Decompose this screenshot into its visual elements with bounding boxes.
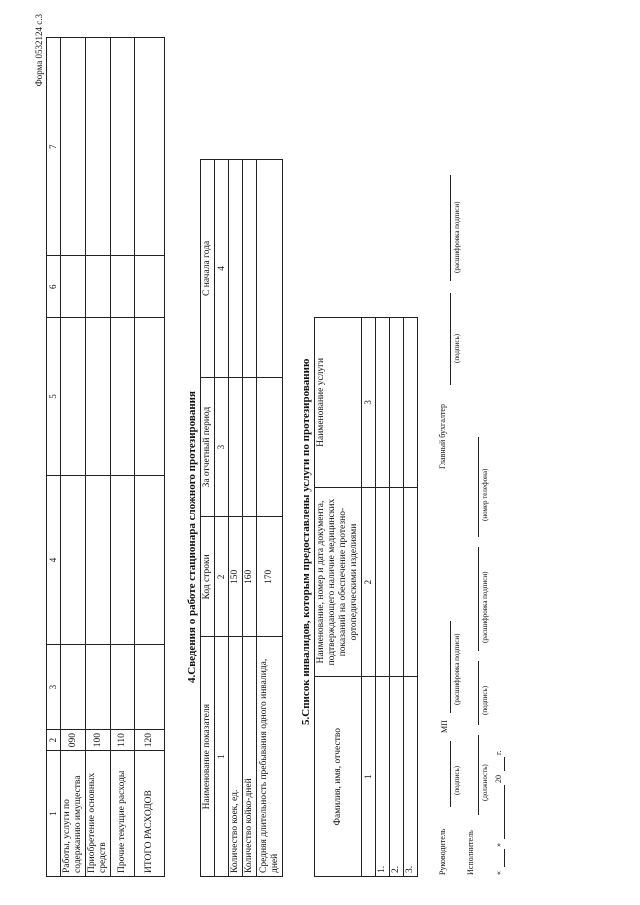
col-num: 4: [47, 475, 61, 644]
row-label: 3.: [404, 677, 418, 877]
row-code: 090: [61, 729, 86, 750]
disabled-persons-table: [314, 317, 418, 877]
date-year-line: [504, 757, 505, 771]
col-header: Код строки: [201, 517, 215, 637]
executor-sign-line: [478, 661, 479, 725]
col-num: 3: [47, 645, 61, 730]
cell: [404, 487, 418, 677]
row-label: 2.: [390, 677, 404, 877]
col-num: 2: [215, 517, 229, 637]
col-num: 1: [362, 677, 376, 877]
cell: [86, 256, 111, 318]
date-year-suffix: г.: [494, 750, 503, 755]
col-num: 3: [215, 377, 229, 517]
col-num: 5: [47, 318, 61, 476]
row-code: 170: [257, 517, 283, 637]
cell: [111, 256, 135, 318]
cell: [243, 377, 257, 517]
col-header: Фамилия, имя, отчество: [315, 677, 362, 877]
stamp-mark: МП: [440, 720, 449, 733]
sign-caption: (подпись): [453, 765, 461, 795]
row-label: ИТОГО РАСХОДОВ: [135, 751, 165, 877]
table-row: [257, 160, 283, 877]
cell: [376, 318, 390, 488]
cell: [111, 475, 135, 644]
table-row: [243, 160, 257, 877]
section4-title: 4.Сведения о работе стационара сложного протезирования: [186, 391, 198, 683]
cell: [135, 38, 165, 256]
cell: [61, 256, 86, 318]
col-header: С начала года: [201, 160, 215, 378]
cell: [135, 318, 165, 476]
head-decode-line: [450, 621, 451, 713]
row-label: 1.: [376, 677, 390, 877]
cell: [135, 256, 165, 318]
col-num: 7: [47, 38, 61, 256]
cell: [376, 487, 390, 677]
table-row: [229, 160, 243, 877]
executor-position-line: [478, 735, 479, 815]
table-row: [61, 38, 86, 877]
row-label: Работы, услуги по содержанию имущества: [61, 751, 86, 877]
section5-block: [314, 317, 418, 877]
col-header: За отчетный период: [201, 377, 215, 517]
cell: [135, 475, 165, 644]
cell: [135, 645, 165, 730]
col-header: Наименование, номер и дата документа, подтверждающего наличие медицинских показаний на обеспечение протезно-ортопедическими изделиями: [315, 487, 362, 677]
col-num: 6: [47, 256, 61, 318]
chief-decode-line: [450, 175, 451, 281]
decode-caption: (расшифровка подписи): [453, 633, 461, 705]
executor-label: Исполнитель: [466, 830, 475, 875]
persons-header-row: [315, 318, 362, 877]
form-number: Форма 0532124 с.3: [34, 14, 44, 87]
expenses-table: [46, 37, 165, 877]
row-label: Прочие текущие расходы: [111, 751, 135, 877]
cell: [390, 487, 404, 677]
chief-sign-line: [450, 293, 451, 385]
cell: [86, 645, 111, 730]
row-label: Количество коек, ед.: [229, 637, 243, 877]
col-num: 1: [215, 637, 229, 877]
decode-caption: (расшифровка подписи): [453, 201, 461, 273]
cell: [86, 475, 111, 644]
cell: [243, 160, 257, 378]
chief-accountant-label: Главный бухгалтер: [438, 404, 447, 469]
inpatient-header-row: [201, 160, 215, 877]
col-num: 2: [47, 729, 61, 750]
executor-decode-line: [478, 547, 479, 651]
cell: [86, 318, 111, 476]
row-code: 150: [229, 517, 243, 637]
table-row: [111, 38, 135, 877]
date-close-quote: »: [494, 843, 503, 847]
table-row: [135, 38, 165, 877]
cell: [390, 318, 404, 488]
expenses-table-block: [46, 37, 165, 877]
cell: [257, 160, 283, 378]
sign-caption: (подпись): [481, 685, 489, 715]
cell: [257, 377, 283, 517]
row-code: 120: [135, 729, 165, 750]
col-header: Наименование услуги: [315, 318, 362, 488]
table-row: [376, 318, 390, 877]
inpatient-num-row: [215, 160, 229, 877]
cell: [61, 475, 86, 644]
col-num: 1: [47, 751, 61, 877]
row-code: 110: [111, 729, 135, 750]
row-label: Количество койко-дней: [243, 637, 257, 877]
table-row: [404, 318, 418, 877]
row-label: Средняя длительность пребывания одного инвалида, дней: [257, 637, 283, 877]
expenses-header-row: [47, 38, 61, 877]
cell: [111, 645, 135, 730]
executor-phone-line: [478, 437, 479, 537]
cell: [229, 377, 243, 517]
date-month-line: [504, 785, 505, 839]
cell: [111, 318, 135, 476]
row-code: 100: [86, 729, 111, 750]
row-label: Приобретение основных средств: [86, 751, 111, 877]
decode-caption: (расшифровка подписи): [481, 571, 489, 643]
cell: [111, 38, 135, 256]
section4-block: [200, 159, 283, 877]
cell: [61, 318, 86, 476]
cell: [61, 38, 86, 256]
date-day-line: [504, 849, 505, 867]
position-caption: (должность): [481, 764, 489, 801]
col-num: 3: [362, 318, 376, 488]
cell: [229, 160, 243, 378]
inpatient-table: [200, 159, 283, 877]
col-num: 4: [215, 160, 229, 378]
col-num: 2: [362, 487, 376, 677]
sign-caption: (подпись): [453, 333, 461, 363]
head-sign-line: [450, 741, 451, 807]
col-header: Наименование показателя: [201, 637, 215, 877]
date-open-quote: «: [494, 871, 503, 875]
row-code: 160: [243, 517, 257, 637]
date-year-prefix: 20: [494, 775, 503, 783]
cell: [404, 318, 418, 488]
table-row: [86, 38, 111, 877]
cell: [86, 38, 111, 256]
phone-caption: (номер телефона): [481, 468, 489, 521]
section5-title: 5.Список инвалидов, которым предоставлены услуги по протезированию: [300, 358, 312, 725]
persons-num-row: [362, 318, 376, 877]
table-row: [390, 318, 404, 877]
cell: [61, 645, 86, 730]
head-label: Руководитель: [438, 828, 447, 875]
